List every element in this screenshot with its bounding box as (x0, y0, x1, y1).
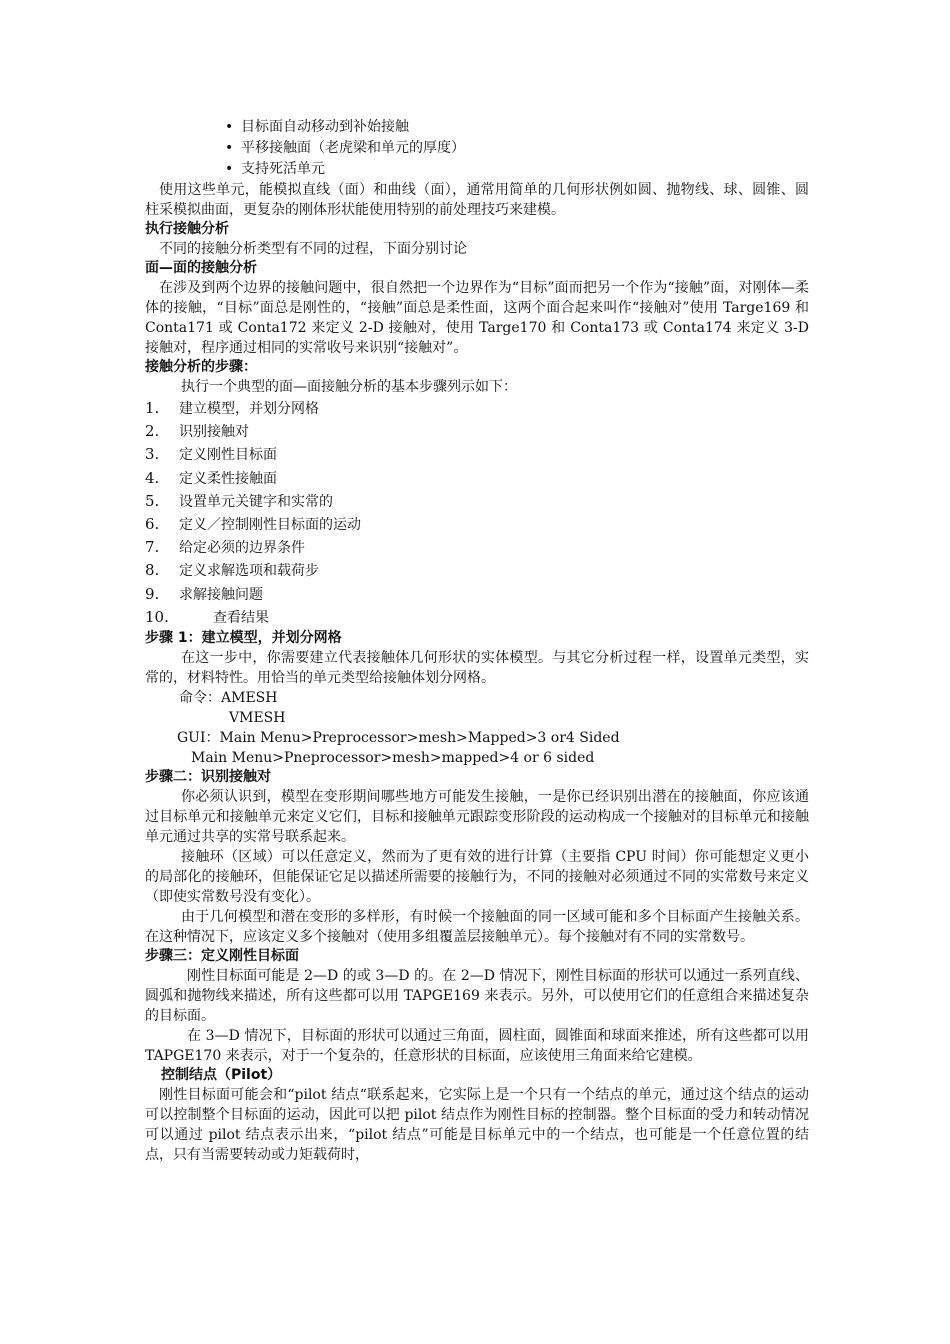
list-item: 4. 定义柔性接触面 (145, 468, 277, 487)
step2-paragraph-3: 由于几何模型和潜在变形的多样形，有时候一个接触面的同一区域可能和多个目标面产生接触关系。在这种情况下，应该定义多个接触对（使用多组覆盖层接触单元）。每个接触对有不同的实常数号。 (145, 908, 809, 945)
bullet-icon: • (225, 161, 234, 177)
step1-gui-path: GUI：Main Menu>Preprocessor>mesh>Mapped>3 or4 Sided (177, 729, 620, 746)
feature-bullet-list (227, 117, 809, 180)
list-item: 8. 定义求解选项和载荷步 (145, 561, 319, 580)
list-item: • 平移接触面（老虎梁和单元的厚度） (227, 138, 809, 159)
bullet-icon: • (225, 119, 234, 135)
step1-paragraph: 在这一步中，你需要建立代表接触体几何形状的实体模型。与其它分析过程一样，设置单元类型，实常的，材料特性。用恰当的单元类型给接触体划分网格。 (145, 649, 809, 686)
document-body (145, 117, 809, 1165)
surface-paragraph: 在涉及到两个边界的接触问题中，很自然把一个边界作为“目标”面而把另一个作为“接触”面，对刚体—柔体的接触，“目标”面总是刚性的，“接触”面总是柔性面，这两个面合起来叫作“接触对”使用 Targe169 和 Conta171 或 Conta172 来定义 2-D 接触对，使用 Targe170 和 Conta173 或 Conta174 来定义 3-D 接触对，程序通过相同的实常收号来识别“接触对”。 (145, 280, 809, 356)
list-item: • 支持死活单元 (227, 159, 809, 180)
list-item: 2. 识别接触对 (145, 422, 249, 441)
step2-paragraph-1: 你必须认识到，模型在变形期间哪些地方可能发生接触，一是你已经识别出潜在的接触面，你应该通过目标单元和接触单元来定义它们，目标和接触单元跟踪变形阶段的运动构成一个接触对的目标单元和接触单元通过共享的实常号联系起来。 (145, 788, 809, 845)
intro-paragraph: 使用这些单元，能模拟直线（面）和曲线（面），通常用简单的几何形状例如圆、抛物线、球、圆锥、圆柱采模拟曲面，更复杂的刚体形状能使用特别的前处理技巧来建模。 (145, 182, 809, 218)
exec-paragraph: 不同的接触分析类型有不同的过程，下面分别讨论 (159, 241, 467, 257)
steps-list (145, 397, 809, 629)
list-item: 3. 定义刚性目标面 (145, 445, 277, 464)
heading-analysis-steps: 接触分析的步骤： (145, 359, 257, 375)
step3-paragraph-1: 刚性目标面可能是 2—D 的或 3—D 的。在 2—D 情况下，刚性目标面的形状可以通过一系列直线、圆弧和抛物线来描述，所有这些都可以用 TAPGE169 来表示。另外，可以使用它们的任意组合来描述复杂的目标面。 (145, 967, 809, 1024)
bullet-icon: • (225, 140, 234, 156)
heading-pilot-node: 控制结点（Pilot） (161, 1066, 282, 1083)
step2-paragraph-2: 接触环（区域）可以任意定义，然而为了更有效的进行计算（主要指 CPU 时间）你可能想定义更小的局部化的接触环，但能保证它足以描述所需要的接触行为，不同的接触对必须通过不同的实常数号来定义（即使实常数号没有变化）。 (145, 848, 809, 905)
pilot-paragraph: 刚性目标面可能会和“pilot 结点“联系起来，它实际上是一个只有一个结点的单元，通过这个结点的运动可以控制整个目标面的运动，因此可以把 pilot 结点作为刚性目标的控制器。整个目标面的受力和转动情况可以通过 pilot 结点表示出来，“pilot 结点”可能是目标单元中的一个结点，也可能是一个任意位置的结点，只有当需要转动或力矩载荷时， (145, 1086, 809, 1163)
step3-paragraph-2: 在 3—D 情况下，目标面的形状可以通过三角面，圆柱面，圆锥面和球面来推述，所有这些都可以用 TAPGE170 来表示，对于一个复杂的，任意形状的目标面，应该使用三角面来给它建模。 (145, 1027, 809, 1064)
steps-intro: 执行一个典型的面—面接触分析的基本步骤列示如下： (181, 379, 517, 395)
list-item: 10. 查看结果 (145, 607, 269, 626)
step1-gui-path-alt: Main Menu>Pneprocessor>mesh>mapped>4 or 6 sided (191, 749, 595, 766)
step1-command: 命令：AMESH (179, 689, 278, 706)
list-item: • 目标面自动移动到补始接触 (227, 117, 809, 138)
heading-step2: 步骤二：识别接触对 (145, 768, 271, 785)
list-item: 7. 给定必须的边界条件 (145, 538, 305, 557)
heading-step1: 步骤 1：建立模型，并划分网格 (145, 629, 342, 646)
list-item: 9. 求解接触问题 (145, 584, 263, 603)
heading-exec-contact: 执行接触分析 (145, 221, 229, 237)
list-item: 5. 设置单元关键字和实常的 (145, 491, 333, 510)
heading-step3: 步骤三：定义刚性目标面 (145, 947, 299, 964)
step1-command-vmesh: VMESH (229, 709, 286, 726)
list-item: 1. 建立模型，并划分网格 (145, 399, 319, 417)
heading-surface-contact: 面—面的接触分析 (145, 260, 257, 276)
list-item: 6. 定义／控制刚性目标面的运动 (145, 514, 361, 533)
